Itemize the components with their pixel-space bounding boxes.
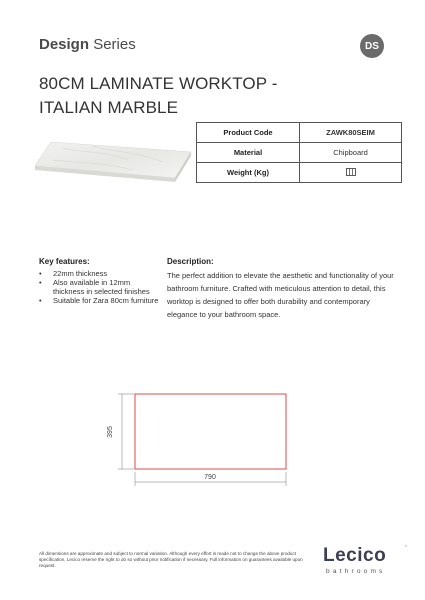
- spec-value-weight: [300, 163, 402, 183]
- lecico-logo-sub: bathrooms: [326, 568, 386, 575]
- spec-table: [196, 122, 402, 183]
- decorative-dot: [405, 545, 407, 547]
- weight-placeholder-icon: [346, 168, 356, 176]
- height-dimension: [118, 394, 134, 469]
- width-label: 790: [204, 474, 216, 481]
- disclaimer-text: All dimensions are approximate and subject to normal variation. Although every effort is made not to change the above product specification, Lecico reserve the right to do so without prior notification if necessary. Full information on guarantees available upon request.: [39, 551, 303, 568]
- spec-key: Material: [197, 143, 300, 163]
- worktop-outline: [135, 394, 286, 469]
- product-title: [39, 72, 319, 120]
- worktop-image: [33, 138, 193, 190]
- title-line-2: ITALIAN MARBLE: [39, 98, 179, 117]
- list-item: • Suitable for Zara 80cm furniture: [39, 296, 159, 305]
- spec-key: Weight (Kg): [197, 163, 300, 183]
- description-text: The perfect addition to elevate the aesthetic and functionality of your bathroom furniture. Crafted with meticulous attention to detail, this worktop is designed to offer both durability and contemporary elegance to your bathroom space.: [167, 271, 394, 319]
- key-features-heading: Key features:: [39, 257, 90, 266]
- spec-key: Product Code: [197, 123, 300, 143]
- key-features-list: [39, 269, 159, 305]
- spec-value: Chipboard: [300, 143, 402, 163]
- dimension-drawing: [100, 388, 300, 498]
- height-label: 395: [107, 426, 114, 438]
- lecico-logo: Lecico: [323, 545, 387, 566]
- description-heading: Description:: [167, 257, 214, 266]
- brand-title: [39, 36, 136, 53]
- title-line-1: 80CM LAMINATE WORKTOP -: [39, 74, 278, 93]
- spec-row-weight: [197, 163, 402, 183]
- list-item: • Also available in 12mm thickness in selected finishes: [39, 278, 159, 296]
- spec-row-code: [197, 123, 402, 143]
- brand-light: Series: [93, 36, 136, 53]
- brand-bold: Design: [39, 36, 90, 53]
- spec-value: ZAWK80SEIM: [300, 123, 402, 143]
- ds-badge-icon: DS: [360, 34, 384, 58]
- list-item: • 22mm thickness: [39, 269, 159, 278]
- spec-row-material: [197, 143, 402, 163]
